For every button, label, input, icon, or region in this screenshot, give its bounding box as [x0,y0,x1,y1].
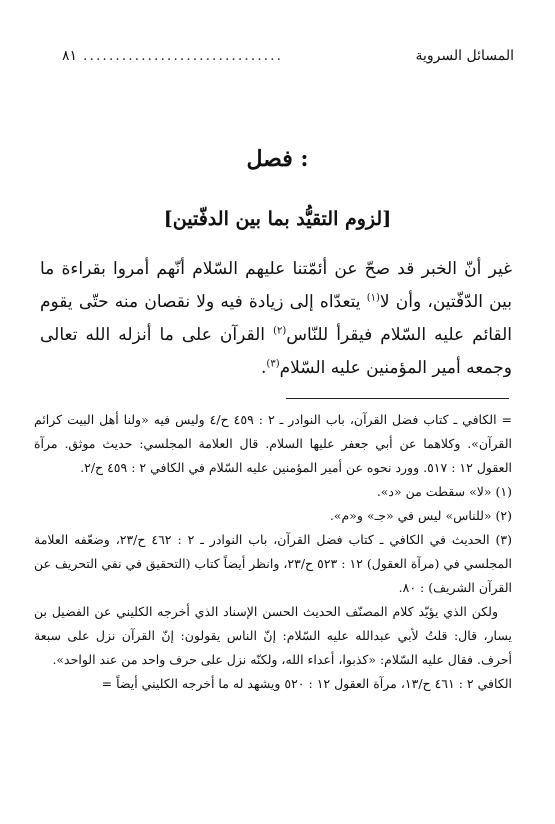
running-header [62,48,514,64]
body-text-part-3: القرآن على ما أنزله الله تعالى وجمعه أمير المؤمنين عليه السّلام [40,325,512,378]
body-text-part-2: يتعدّاه إلى زيادة فيه ولا نقصان منه حتّى يقوم القائم عليه السّلام فيقرأ للنّاس [40,292,512,345]
footnote-3-source: الكافي ٢ : ٤٦١ ح/١٣، مرآة العقول ١٢ : ٥٢٠ ويشهد له ما أخرجه الكليني أيضاً = [101,676,512,691]
body-paragraph [40,253,512,385]
footnote-3-commentary: ولكن الذي يؤيّد كلام المصنّف الحديث الحسن الإسناد الذي أخرجه الكليني عن الفضيل بن يسار، قال: قلتُ لأبي عبدالله عليه السّلام: إنّ الناس يقولون: إنّ القرآن نزل على سبعة أحرف. فقال عليه السّلام: «كذبوا، أعداء الله، ولكنّه نزل على حرف واحد من عند الواحد». [34,604,512,667]
footnote-ref-3: (٣) [266,358,280,370]
footnote-ref-1: (١) [366,292,380,304]
body-text-part-4: . [261,358,267,378]
header-title: المسائل السروية [415,48,514,64]
body-text-part-1: غير أنّ الخبر قد صحّ عن أئمّتنا عليهم السّلام أنّهم أمروا بقراءة ما بين الدّفّتين، وأن لا [40,259,512,312]
footnote-separator [286,398,509,399]
section-title: فصل : [246,146,309,172]
header-leader-dots: ............................... [83,48,284,64]
footnote-3: (٣) الحديث في الكافي ـ كتاب فضل القرآن، باب النوادر ـ ٢ : ٤٦٢ ح/٢٣، وضعّفه العلامة المجلسي في (مرآة العقول) ١٢ : ٥٢٣ ح/٢٣، وانظر أيضاً كتاب (التحقيق في نفي التحريف عن القرآن الشريف) : ٨٠. [34,532,512,595]
footnotes [34,408,512,696]
page-number: ٨١ [62,48,78,64]
footnote-continued: = الكافي ـ كتاب فضل القرآن، باب النوادر ـ ٢ : ٤٥٩ ح/٤ وليس فيه «ولنا أهل البيت كرائم القرآن». وكلاهما عن أبي جعفر عليها السلام. قال العلامة المجلسي: حديث موثق. مرآة العقول ١٢ : ٥١٧. وورد نحوه عن أمير المؤمنين عليه السّلام في الكافي ٢ : ٤٥٩ ح/٢. [34,412,512,475]
footnote-2: (٢) «للناس» ليس في «جـ» و«م». [329,508,512,523]
footnote-1: (١) «لا» سقطت من «د». [376,484,512,499]
footnote-ref-2: (٢) [273,325,287,337]
section-subtitle: [لزوم التقيُّد بما بين الدفّتين] [163,208,392,230]
